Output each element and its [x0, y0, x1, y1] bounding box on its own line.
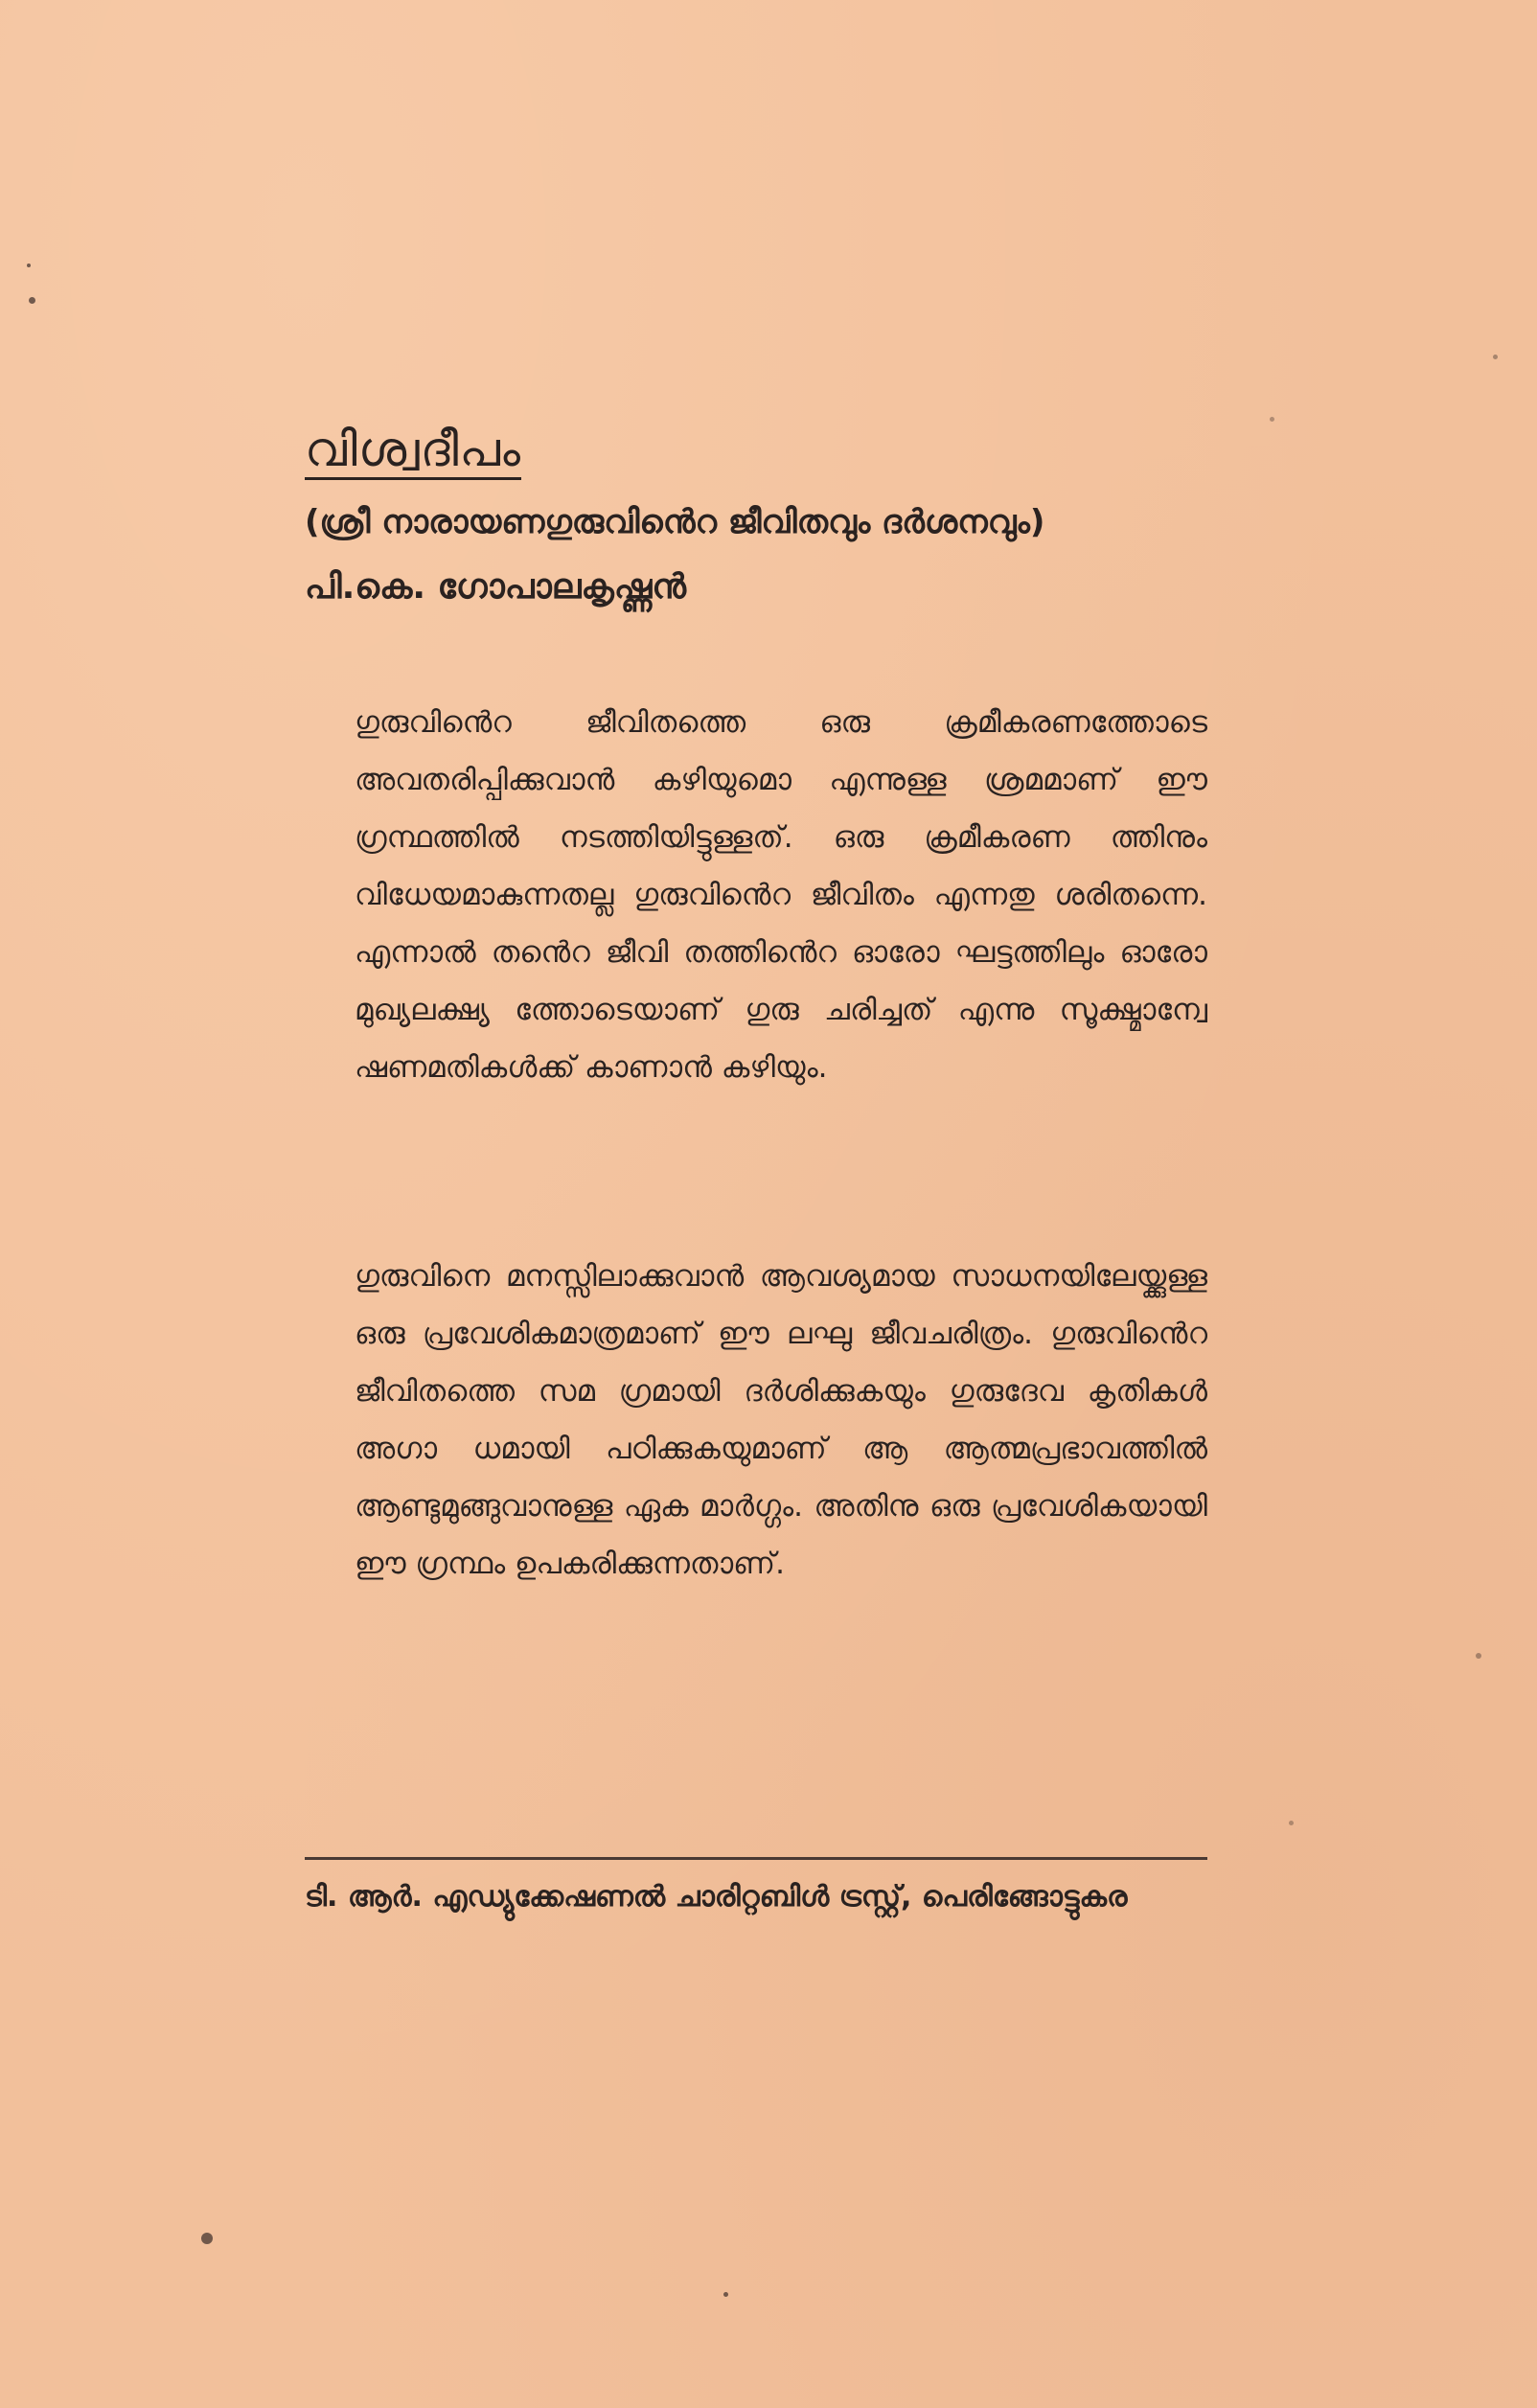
- blurb-paragraph-2: ഗുരുവിനെ മനസ്സിലാക്കുവാൻ ആവശ്യമായ സാധനയിലേയ്ക്കുള്ള ഒരു പ്രവേശികമാത്രമാണ് ഈ ലഘു ജീവചരിത്രം. ഗുരുവിൻെറ ജീവിതത്തെ സമ ഗ്രമായി ദർശിക്കുകയും ഗുരുദേവ കൃതികൾ അഗാ ധമായി പഠിക്കുകയുമാണ് ആ ആത്മപ്രഭാവത്തിൽ ആണ്ടുമുങ്ങുവാനുള്ള ഏക മാർഗ്ഗം. അതിനു ഒരു പ്രവേശികയായി ഈ ഗ്രന്ഥം ഉപകരിക്കുന്നതാണ്.: [355, 1259, 1207, 1581]
- blurb-paragraph-1: ഗുരുവിൻെറ ജീവിതത്തെ ഒരു ക്രമീകരണത്തോടെ അവതരിപ്പിക്കുവാൻ കഴിയുമൊ എന്നുള്ള ശ്രമമാണ് ഈ ഗ്രന്ഥത്തിൽ നടത്തിയിട്ടുള്ളത്. ഒരു ക്രമീകരണ ത്തിനും വിധേയമാകുന്നതല്ല ഗുരുവിൻെറ ജീവിതം എന്നതു ശരിതന്നെ. എന്നാൽ തൻെറ ജീവി തത്തിൻെറ ഓരോ ഘട്ടത്തിലും ഓരോ മുഖ്യലക്ഷ്യ ത്തോടെയാണ് ഗുരു ചരിച്ചത് എന്നു സൂക്ഷ്മാന്വേ ഷണമതികൾക്ക് കാണാൻ കഴിയും.: [355, 705, 1207, 1085]
- ink-speck: [1476, 1653, 1481, 1659]
- ink-speck: [201, 2233, 213, 2244]
- book-title: വിശ്വദീപം: [305, 422, 521, 477]
- ink-speck: [723, 2292, 728, 2297]
- ink-speck: [1493, 355, 1498, 359]
- book-subtitle: (ശ്രീ നാരായണഗുരുവിൻെറ ജീവിതവും ദർശനവും): [305, 503, 1045, 541]
- ink-speck: [27, 264, 31, 267]
- ink-speck: [29, 297, 35, 304]
- ink-speck: [1289, 1821, 1294, 1825]
- ink-speck: [1270, 417, 1274, 422]
- author-name: പി.കെ. ഗോപാലകൃഷ്ണൻ: [305, 567, 687, 607]
- publisher-name: ടി. ആർ. എഡ്യുക്കേഷണൽ ചാരിറ്റബിൾ ട്രസ്റ്റ്, പെരിങ്ങോട്ടുകര: [305, 1880, 1128, 1914]
- divider: [305, 1857, 1207, 1860]
